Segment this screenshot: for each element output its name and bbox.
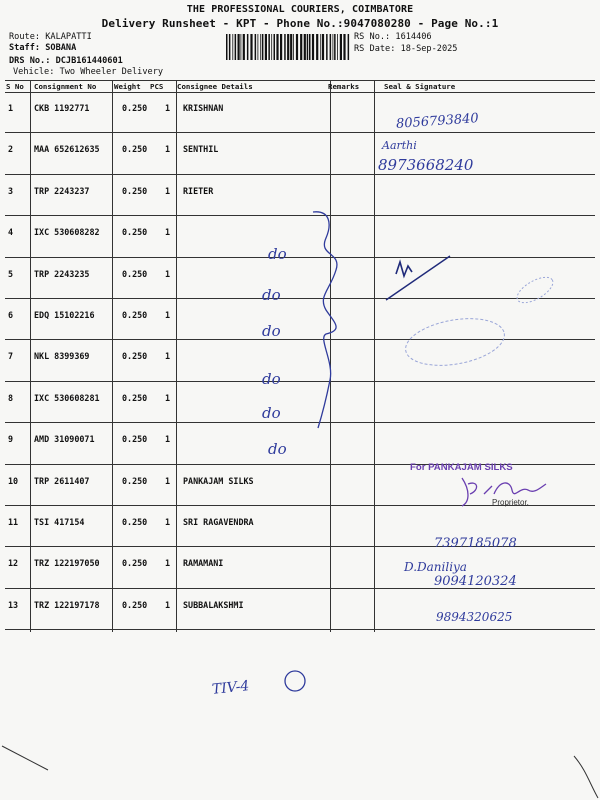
barcode-bar: [334, 34, 336, 60]
barcode-bar: [268, 34, 270, 60]
barcode-bar: [258, 34, 259, 60]
handwritten-phone-row11: 7397185078: [434, 536, 517, 551]
cell-pcs: 1: [165, 392, 171, 403]
barcode: [226, 34, 350, 60]
cell-consignment-no: TRZ 122197178: [34, 599, 100, 610]
barcode-bar: [312, 34, 314, 60]
cell-consignee: SRI RAGAVENDRA: [183, 517, 254, 527]
cell-weight: 0.250: [122, 392, 148, 403]
barcode-bar: [330, 34, 332, 60]
cell-pcs: 1: [165, 517, 171, 527]
table-row: [5, 176, 595, 217]
cell-consignment-no: TRZ 122197050: [34, 558, 100, 569]
header-sno: S No: [6, 82, 24, 91]
cell-consignment-no: MAA 652612635: [34, 144, 100, 155]
barcode-bar: [293, 34, 294, 60]
stamp-proprietor: Proprietor.: [492, 498, 529, 507]
stray-mark: [2, 746, 48, 770]
row-rule: [5, 422, 595, 423]
cell-consignment-no: TRP 2611407: [34, 475, 90, 486]
cell-sno: 4: [8, 227, 14, 238]
row-rule: [5, 381, 595, 382]
cell-pcs: 1: [165, 227, 171, 238]
cell-sno: 11: [8, 517, 19, 527]
table-row: [5, 217, 595, 258]
cell-consignee: RAMAMANI: [183, 558, 224, 569]
row-rule: [5, 339, 595, 340]
barcode-bar: [284, 34, 286, 60]
table-row: [5, 93, 595, 134]
cell-weight: 0.250: [122, 310, 148, 320]
barcode-bar: [304, 34, 306, 60]
barcode-bar: [343, 34, 345, 60]
rs-date: RS Date: 18-Sep-2025: [354, 44, 458, 54]
cell-sno: 12: [8, 558, 19, 569]
cell-weight: 0.250: [122, 351, 148, 362]
barcode-bar: [287, 34, 289, 60]
ditto-mark-row9: do: [268, 440, 287, 458]
cell-pcs: 1: [165, 185, 171, 196]
cell-consignment-no: CKB 1192771: [34, 103, 90, 113]
cell-consignment-no: TRP 2243237: [34, 185, 90, 196]
barcode-bar: [260, 34, 261, 60]
cell-sno: 13: [8, 599, 19, 610]
row-rule: [5, 132, 595, 133]
handwritten-phone-row13: 9894320625: [436, 610, 513, 624]
barcode-bar: [235, 34, 237, 60]
barcode-bar: [300, 34, 302, 60]
table-row: [5, 300, 595, 341]
table-row: [5, 341, 595, 382]
company-title: THE PROFESSIONAL COURIERS, COIMBATORE: [186, 4, 414, 15]
drs-number: DRS No.: DCJB161440601: [9, 56, 123, 66]
cell-pcs: 1: [165, 434, 171, 445]
handwritten-footer-note: TIV-4: [211, 678, 251, 698]
cell-consignee: PANKAJAM SILKS: [183, 475, 254, 486]
cell-pcs: 1: [165, 558, 171, 569]
barcode-bar: [296, 34, 298, 60]
cell-sno: 7: [8, 351, 14, 362]
barcode-bar: [316, 34, 318, 60]
cell-pcs: 1: [165, 144, 171, 155]
barcode-bar: [290, 34, 292, 60]
cell-consignment-no: NKL 8399369: [34, 351, 90, 362]
cell-weight: 0.250: [122, 434, 148, 445]
barcode-bar: [280, 34, 282, 60]
cell-sno: 6: [8, 310, 14, 320]
barcode-bar: [243, 34, 245, 60]
cell-weight: 0.250: [122, 144, 148, 155]
barcode-bar: [232, 34, 233, 60]
cell-pcs: 1: [165, 310, 171, 320]
barcode-bar: [322, 34, 324, 60]
barcode-bar: [333, 34, 334, 60]
cell-weight: 0.250: [122, 599, 148, 610]
barcode-bar: [247, 34, 249, 60]
table-row: [5, 383, 595, 424]
handwritten-phone-row2: 8973668240: [378, 156, 474, 174]
row-rule: [5, 174, 595, 175]
cell-pcs: 1: [165, 351, 171, 362]
table-row: [5, 134, 595, 175]
cell-consignee: KRISHNAN: [183, 103, 224, 113]
cell-pcs: 1: [165, 599, 171, 610]
cell-pcs: 1: [165, 103, 171, 113]
cell-weight: 0.250: [122, 268, 148, 279]
barcode-bar: [265, 34, 267, 60]
barcode-bar: [337, 34, 338, 60]
corner-mark: [574, 756, 598, 798]
cell-sno: 1: [8, 103, 14, 113]
barcode-bar: [271, 34, 272, 60]
barcode-bar: [340, 34, 342, 60]
circled-number: [285, 671, 305, 691]
handwritten-phone-row12: 9094120324: [434, 574, 517, 589]
barcode-bar: [307, 34, 309, 60]
rs-number: RS No.: 1614406: [354, 32, 432, 42]
header-pcs: PCS: [150, 82, 164, 91]
cell-weight: 0.250: [122, 517, 148, 527]
cell-sno: 3: [8, 185, 14, 196]
cell-consignee: RIETER: [183, 185, 214, 196]
cell-pcs: 1: [165, 475, 171, 486]
cell-pcs: 1: [165, 268, 171, 279]
row-rule: [5, 257, 595, 258]
table-row: [5, 259, 595, 300]
runsheet-title: Delivery Runsheet - KPT - Phone No.:9047080280 - Page No.:1: [101, 17, 499, 30]
ditto-mark-row8: do: [262, 404, 281, 422]
cell-consignment-no: TRP 2243235: [34, 268, 90, 279]
handwritten-name-row12: D.Daniliya: [404, 560, 467, 574]
cell-sno: 9: [8, 434, 14, 445]
cell-weight: 0.250: [122, 185, 148, 196]
route-label: Route: KALAPATTI: [9, 32, 92, 42]
cell-sno: 8: [8, 392, 14, 403]
vehicle-label: Vehicle: Two Wheeler Delivery: [13, 67, 164, 77]
barcode-bar: [226, 34, 228, 60]
ditto-mark-row5: do: [262, 286, 281, 304]
header-remarks: Remarks: [328, 82, 360, 91]
barcode-bar: [320, 34, 321, 60]
barcode-bar: [274, 34, 276, 60]
cell-sno: 10: [8, 475, 19, 486]
ditto-mark-row6: do: [262, 322, 281, 340]
cell-weight: 0.250: [122, 558, 148, 569]
handwritten-name-row2: Aarthi: [382, 139, 417, 152]
cell-consignment-no: EDQ 15102216: [34, 310, 95, 320]
ditto-mark-row4: do: [268, 245, 287, 263]
header-consignee: Consignee Details: [177, 82, 253, 91]
cell-consignment-no: IXC 530608282: [34, 227, 100, 238]
cell-consignment-no: TSI 417154: [34, 517, 85, 527]
ditto-mark-row7: do: [262, 370, 281, 388]
barcode-bar: [262, 34, 264, 60]
header-consignment: Consignment No: [34, 82, 97, 91]
header-seal-signature: Seal & Signature: [384, 82, 456, 91]
cell-consignee: SENTHIL: [183, 144, 219, 155]
stamp-for-line: For PANKAJAM SILKS: [410, 462, 513, 473]
cell-weight: 0.250: [122, 475, 148, 486]
barcode-bar: [229, 34, 231, 60]
barcode-bar: [309, 34, 311, 60]
barcode-bar: [276, 34, 278, 60]
table-row: [5, 424, 595, 465]
cell-weight: 0.250: [122, 103, 148, 113]
row-rule: [5, 298, 595, 299]
barcode-bar: [238, 34, 240, 60]
cell-sno: 5: [8, 268, 14, 279]
row-rule: [5, 629, 595, 630]
header-weight: Weight: [114, 82, 141, 91]
handwritten-phone-row1: 8056793840: [395, 111, 480, 132]
barcode-bar: [241, 34, 242, 60]
table-top-rule: [5, 80, 595, 81]
staff-label: Staff: SOBANA: [9, 43, 77, 53]
row-rule: [5, 215, 595, 216]
barcode-bar: [326, 34, 328, 60]
cell-sno: 2: [8, 144, 14, 155]
barcode-bar: [255, 34, 257, 60]
cell-weight: 0.250: [122, 227, 148, 238]
cell-consignment-no: AMD 31090071: [34, 434, 95, 445]
barcode-bar: [348, 34, 350, 60]
cell-consignment-no: IXC 530608281: [34, 392, 100, 403]
barcode-bar: [250, 34, 252, 60]
cell-consignee: SUBBALAKSHMI: [183, 599, 244, 610]
